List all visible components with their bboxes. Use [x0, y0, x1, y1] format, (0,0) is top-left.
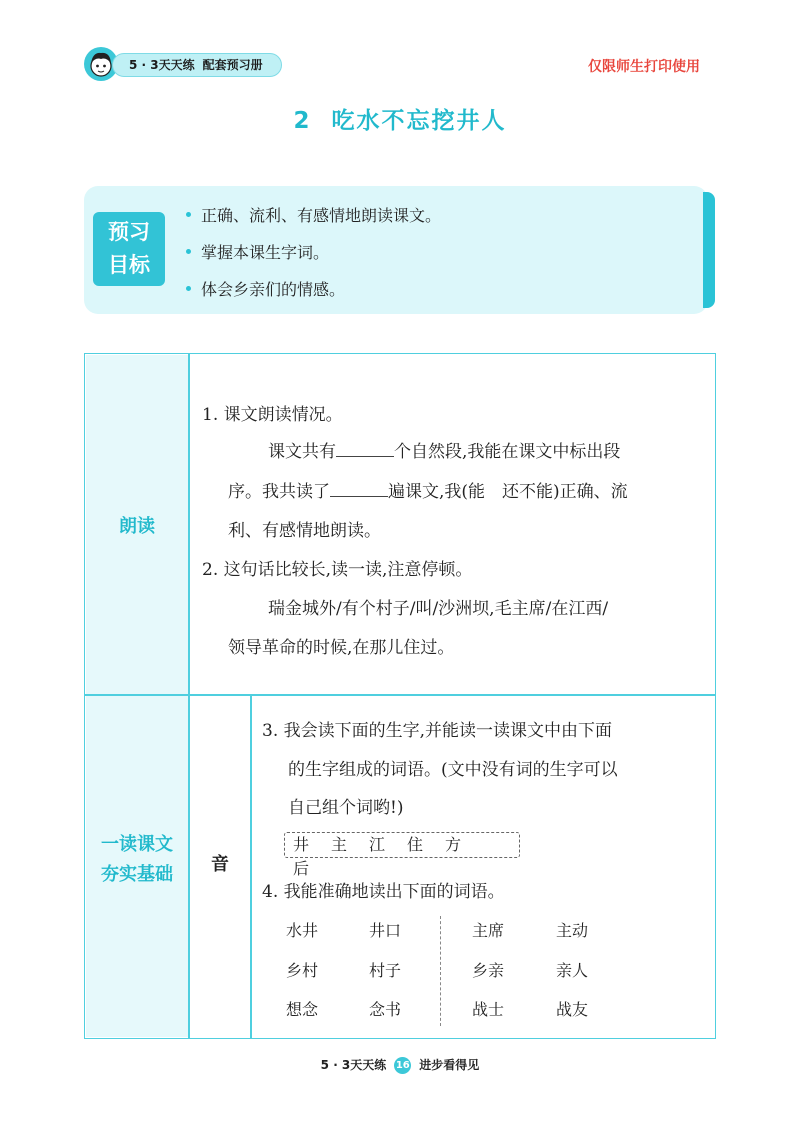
bullet-icon — [186, 286, 191, 291]
word: 想念 — [286, 1000, 319, 1019]
question-2-sentence: 领导革命的时候,在那儿住过。 — [228, 638, 455, 658]
goal-item: 体会乡亲们的情感。 — [186, 271, 441, 308]
page-footer — [0, 1056, 800, 1074]
table-divider — [188, 354, 190, 1038]
goals-label — [93, 212, 165, 286]
question-1-line: 序。我共读了 遍课文,我(能 还不能)正确、流 — [228, 477, 628, 502]
goals-panel-tab — [703, 192, 715, 308]
character: 后 — [293, 859, 310, 878]
word: 战士 — [472, 1000, 505, 1019]
lesson-number: 2 — [293, 108, 312, 134]
word: 乡村 — [286, 961, 319, 980]
character: 住 — [407, 835, 424, 854]
table-divider — [85, 694, 715, 696]
bullet-icon — [186, 249, 191, 254]
question-2-sentence: 瑞金城外/有个村子/叫/沙洲坝,毛主席/在江西/ — [268, 599, 609, 619]
lesson-title — [0, 102, 800, 135]
reading-section-label: 朗读 — [86, 355, 188, 694]
goal-item: 掌握本课生字词。 — [186, 234, 441, 271]
word: 亲人 — [556, 961, 589, 980]
footer-series: 5 · 3天天练 — [320, 1058, 387, 1072]
basics-section-label — [86, 696, 188, 1037]
print-notice: 仅限师生打印使用 — [588, 59, 700, 75]
word-divider — [440, 916, 441, 1026]
goals-list — [186, 197, 441, 308]
character: 江 — [369, 835, 386, 854]
question-4-title: 4. 我能准确地读出下面的词语。 — [262, 882, 505, 902]
question-3-line: 3. 我会读下面的生字,并能读一读课文中由下面 — [262, 721, 613, 741]
goal-item: 正确、流利、有感情地朗读课文。 — [186, 197, 441, 234]
question-1-title: 1. 课文朗读情况。 — [202, 405, 343, 425]
lesson-name: 吃水不忘挖井人 — [331, 108, 507, 134]
sound-label: 音 — [211, 854, 229, 875]
word: 主席 — [472, 921, 505, 940]
question-3-line: 的生字组成的词语。(文中没有词的生字可以 — [288, 760, 618, 780]
series-name: 5 · 3天天练 — [129, 58, 195, 72]
question-1-line: 课文共有 个自然段,我能在课文中标出段 — [268, 437, 620, 462]
book-name: 配套预习册 — [202, 58, 263, 72]
basics-label-line1: 一读课文 — [101, 834, 173, 855]
word: 念书 — [369, 1000, 402, 1019]
basics-label-line2: 夯实基础 — [101, 864, 173, 885]
bullet-icon — [186, 212, 191, 217]
goals-label-line1: 预习 — [108, 220, 150, 244]
answer-blank[interactable] — [336, 439, 394, 457]
character: 方 — [445, 835, 462, 854]
character-box — [284, 832, 520, 878]
footer-slogan: 进步看得见 — [419, 1058, 480, 1072]
word: 井口 — [369, 921, 402, 940]
series-badge — [112, 53, 282, 77]
goals-label-line2: 目标 — [108, 253, 150, 277]
question-2-title: 2. 这句话比较长,读一读,注意停顿。 — [202, 560, 473, 580]
page-number: 16 — [394, 1057, 411, 1074]
question-1-line: 利、有感情地朗读。 — [228, 521, 381, 541]
answer-blank[interactable] — [330, 479, 388, 497]
question-3-line: 自己组个词哟!) — [288, 798, 404, 818]
word: 主动 — [556, 921, 589, 940]
word: 水井 — [286, 921, 319, 940]
character: 主 — [331, 835, 348, 854]
word: 战友 — [556, 1000, 589, 1019]
word: 村子 — [369, 961, 402, 980]
character: 井 — [293, 835, 310, 854]
word: 乡亲 — [472, 961, 505, 980]
